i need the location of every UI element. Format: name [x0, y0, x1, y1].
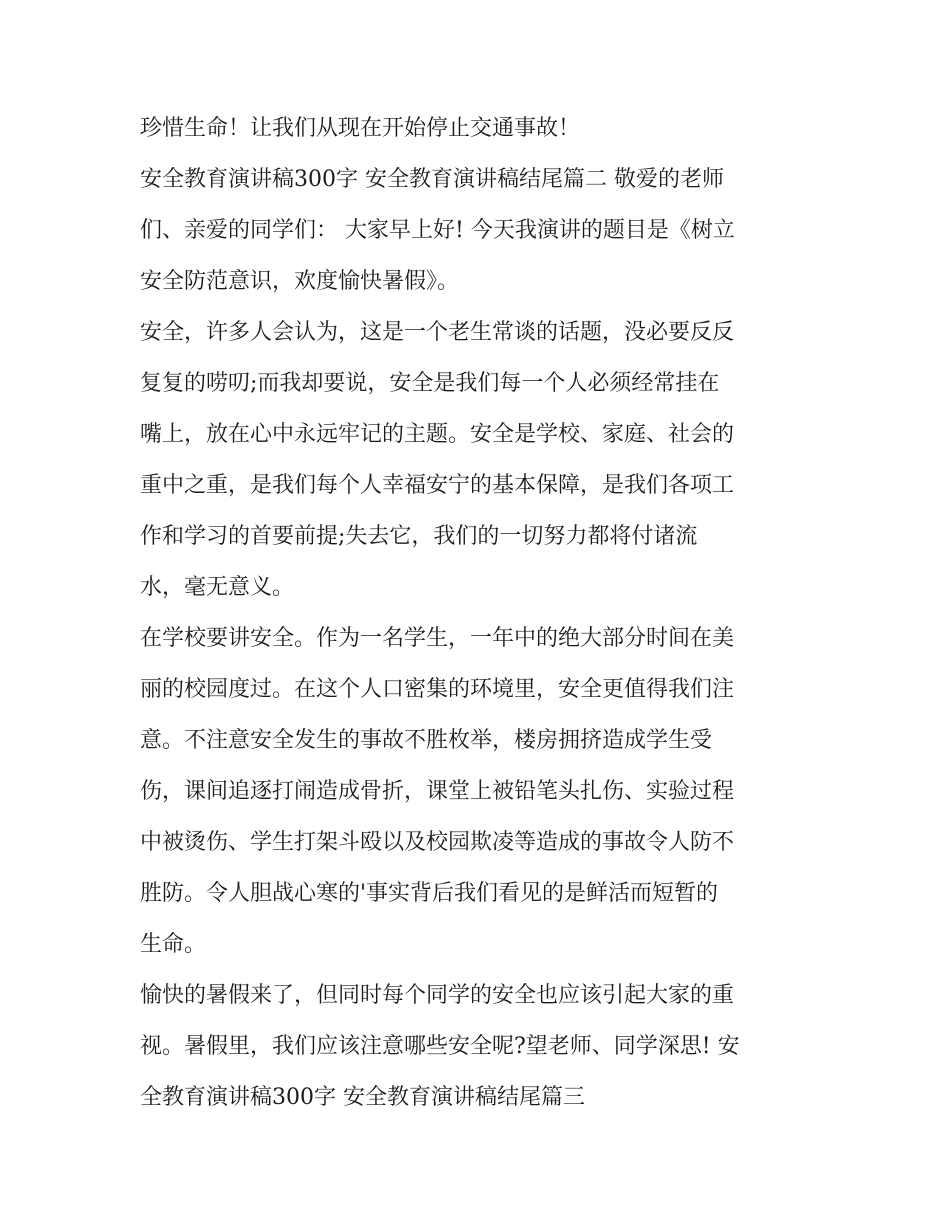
text-line: 伤，课间追逐打闹造成骨折，课堂上被铅笔头扎伤、实验过程 — [140, 779, 735, 804]
text-line: 丽的校园度过。在这个人口密集的环境里，安全更值得我们注 — [140, 677, 735, 702]
text-line: 作和学习的首要前提;失去它，我们的一切努力都将付诸流 — [140, 524, 698, 549]
document-body — [140, 103, 812, 1123]
text-line: 嘴上，放在心中永远牢记的主题。安全是学校、家庭、社会的 — [140, 422, 735, 447]
text-line: 复复的唠叨;而我却要说，安全是我们每一个人必须经常挂在 — [140, 371, 720, 396]
text-line: 珍惜生命！让我们从现在开始停止交通事故！ — [140, 116, 581, 141]
text-line: 胜防。令人胆战心寒的'事实背后我们看见的是鲜活而短暂的 — [140, 881, 719, 906]
text-line: 生命。 — [140, 932, 207, 957]
text-line: 全教育演讲稿300字 安全教育演讲稿结尾篇三 — [140, 1085, 585, 1110]
text-line: 安全，许多人会认为，这是一个老生常谈的话题，没必要反反 — [140, 320, 735, 345]
text-line: 安全教育演讲稿300字 安全教育演讲稿结尾篇二 敬爱的老师 — [140, 167, 724, 192]
text-line: 视。暑假里，我们应该注意哪些安全呢?望老师、同学深思! 安 — [140, 1034, 740, 1059]
text-line: 重中之重，是我们每个人幸福安宁的基本保障，是我们各项工 — [140, 473, 735, 498]
text-line: 中被烫伤、学生打架斗殴以及校园欺凌等造成的事故令人防不 — [140, 830, 735, 855]
text-line: 安全防范意识，欢度愉快暑假》。 — [140, 269, 460, 294]
text-line: 水，毫无意义。 — [140, 575, 295, 600]
text-line: 在学校要讲安全。作为一名学生，一年中的绝大部分时间在美 — [140, 626, 735, 651]
text-line: 愉快的暑假来了，但同时每个同学的安全也应该引起大家的重 — [140, 983, 735, 1008]
text-line: 们、亲爱的同学们： 大家早上好! 今天我演讲的题目是《树立 — [140, 218, 735, 243]
text-line: 意。不注意安全发生的事故不胜枚举，楼房拥挤造成学生受 — [140, 728, 713, 753]
